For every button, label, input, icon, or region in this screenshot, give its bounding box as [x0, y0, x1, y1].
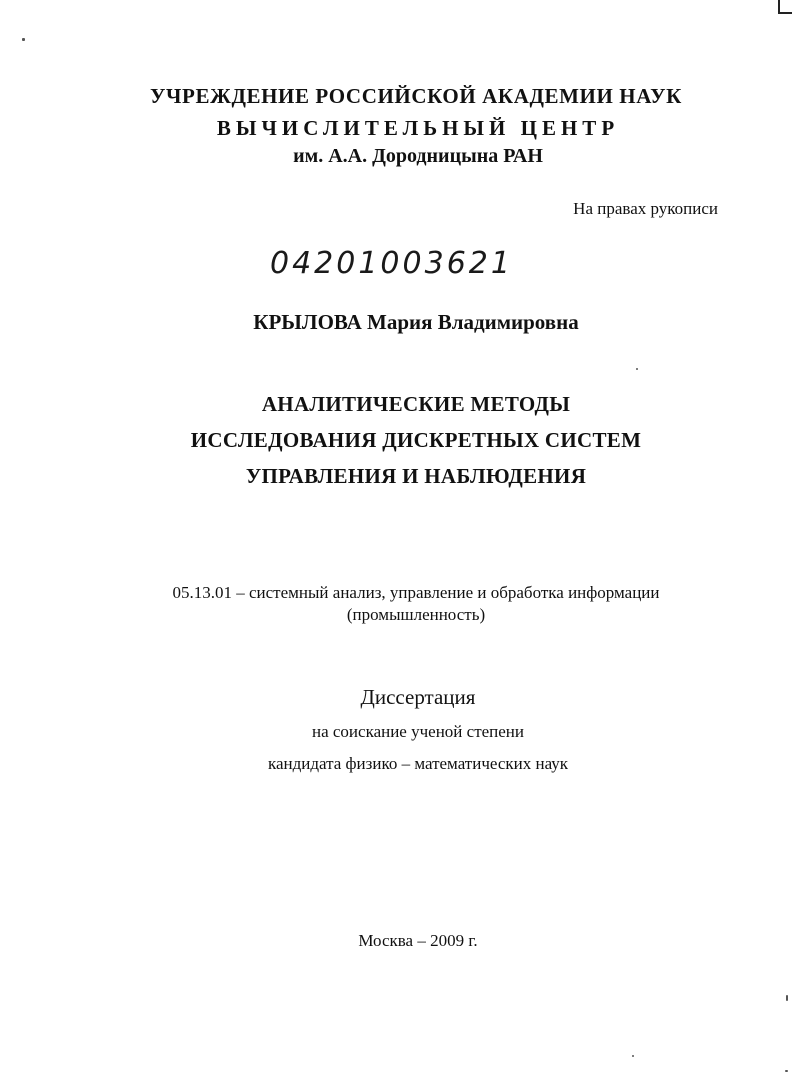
specialty-line-2: (промышленность)	[346, 605, 486, 624]
title-line-3: УПРАВЛЕНИЯ И НАБЛЮДЕНИЯ	[245, 464, 587, 488]
scan-speck	[786, 995, 788, 1001]
author-name: КРЫЛОВА Мария Владимировна	[253, 310, 579, 334]
specialty-line-1: 05.13.01 – системный анализ, управление и обработка информации	[172, 583, 660, 602]
rights-note: На правах рукописи	[573, 199, 718, 218]
scan-speck	[636, 368, 638, 370]
place-and-year: Москва – 2009 г.	[358, 931, 478, 950]
degree-line-1: на соискание ученой степени	[311, 722, 525, 741]
title-line-2: ИССЛЕДОВАНИЯ ДИСКРЕТНЫХ СИСТЕМ	[190, 428, 642, 452]
institution-line-2: ВЫЧИСЛИТЕЛЬНЫЙ ЦЕНТР	[216, 116, 620, 140]
scan-speck	[22, 38, 25, 41]
scan-speck	[785, 1070, 788, 1072]
document-type: Диссертация	[360, 685, 476, 709]
handwritten-registration-number: 04201003621	[270, 246, 513, 281]
title-line-1: АНАЛИТИЧЕСКИЕ МЕТОДЫ	[261, 392, 571, 416]
institution-line-3: им. А.А. Дородницына РАН	[293, 145, 543, 167]
scan-corner-mark	[778, 0, 792, 14]
institution-line-1: УЧРЕЖДЕНИЕ РОССИЙСКОЙ АКАДЕМИИ НАУК	[150, 84, 682, 108]
scan-speck	[632, 1055, 634, 1057]
degree-line-2: кандидата физико – математических наук	[267, 754, 569, 773]
